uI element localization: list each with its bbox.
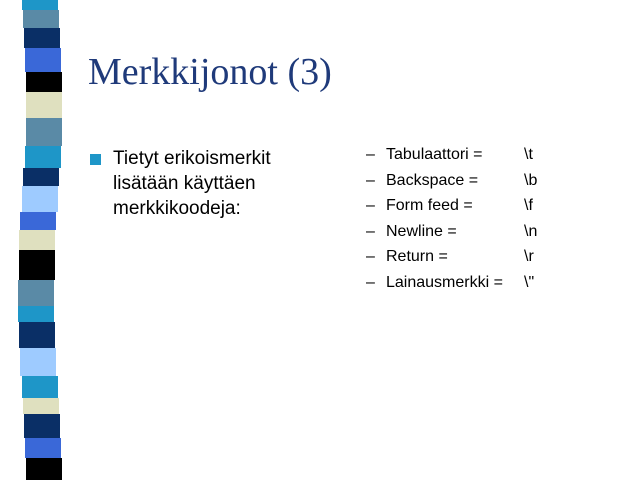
item-label: Lainausmerkki = bbox=[386, 273, 503, 291]
stripe-segment bbox=[22, 0, 58, 10]
stripe-segment bbox=[26, 72, 62, 92]
stripe-segment bbox=[23, 10, 59, 28]
item-code: \f bbox=[524, 197, 533, 214]
stripe-segment bbox=[23, 398, 59, 414]
stripe-segment bbox=[25, 146, 61, 168]
stripe-segment bbox=[20, 348, 56, 376]
stripe-segment bbox=[22, 376, 58, 398]
stripe-segment bbox=[26, 118, 62, 146]
stripe-segment bbox=[18, 280, 54, 306]
item-label: Backspace = bbox=[386, 171, 479, 189]
item-code: \t bbox=[524, 146, 533, 163]
item-code: \b bbox=[524, 171, 538, 189]
stripe-segment bbox=[24, 414, 60, 438]
stripe-segment bbox=[23, 168, 59, 186]
bullet-text: Tietyt erikoismerkit lisätään käyttäen merkkikoodeja: bbox=[113, 148, 271, 219]
item-label: Return = bbox=[386, 248, 448, 265]
stripe-segment bbox=[26, 92, 62, 118]
item-code: \" bbox=[524, 273, 535, 291]
dash-bullet: – bbox=[366, 171, 375, 189]
dash-bullet: – bbox=[366, 146, 375, 163]
decorative-stripe-bar bbox=[0, 0, 64, 480]
item-label: Tabulaattori = bbox=[386, 146, 483, 163]
stripe-segment bbox=[20, 212, 56, 230]
stripe-segment bbox=[18, 306, 54, 322]
stripe-segment bbox=[19, 230, 55, 250]
stripe-segment bbox=[25, 438, 61, 458]
item-code: \r bbox=[524, 248, 534, 265]
dash-bullet: – bbox=[366, 197, 375, 214]
dash-bullet: – bbox=[366, 248, 375, 265]
stripe-segment bbox=[19, 250, 55, 280]
item-code: \n bbox=[524, 222, 538, 240]
square-bullet-icon bbox=[90, 154, 101, 165]
stripe-segment bbox=[24, 28, 60, 48]
dash-bullet: – bbox=[366, 222, 375, 240]
dash-bullet: – bbox=[366, 273, 375, 291]
stripe-segment bbox=[25, 48, 61, 72]
stripe-segment bbox=[19, 322, 55, 348]
stripe-segment bbox=[26, 458, 62, 480]
stripe-segment bbox=[22, 186, 58, 212]
slide-title: Merkkijonot (3) bbox=[88, 51, 332, 93]
item-label: Newline = bbox=[386, 222, 457, 240]
item-label: Form feed = bbox=[386, 197, 473, 214]
